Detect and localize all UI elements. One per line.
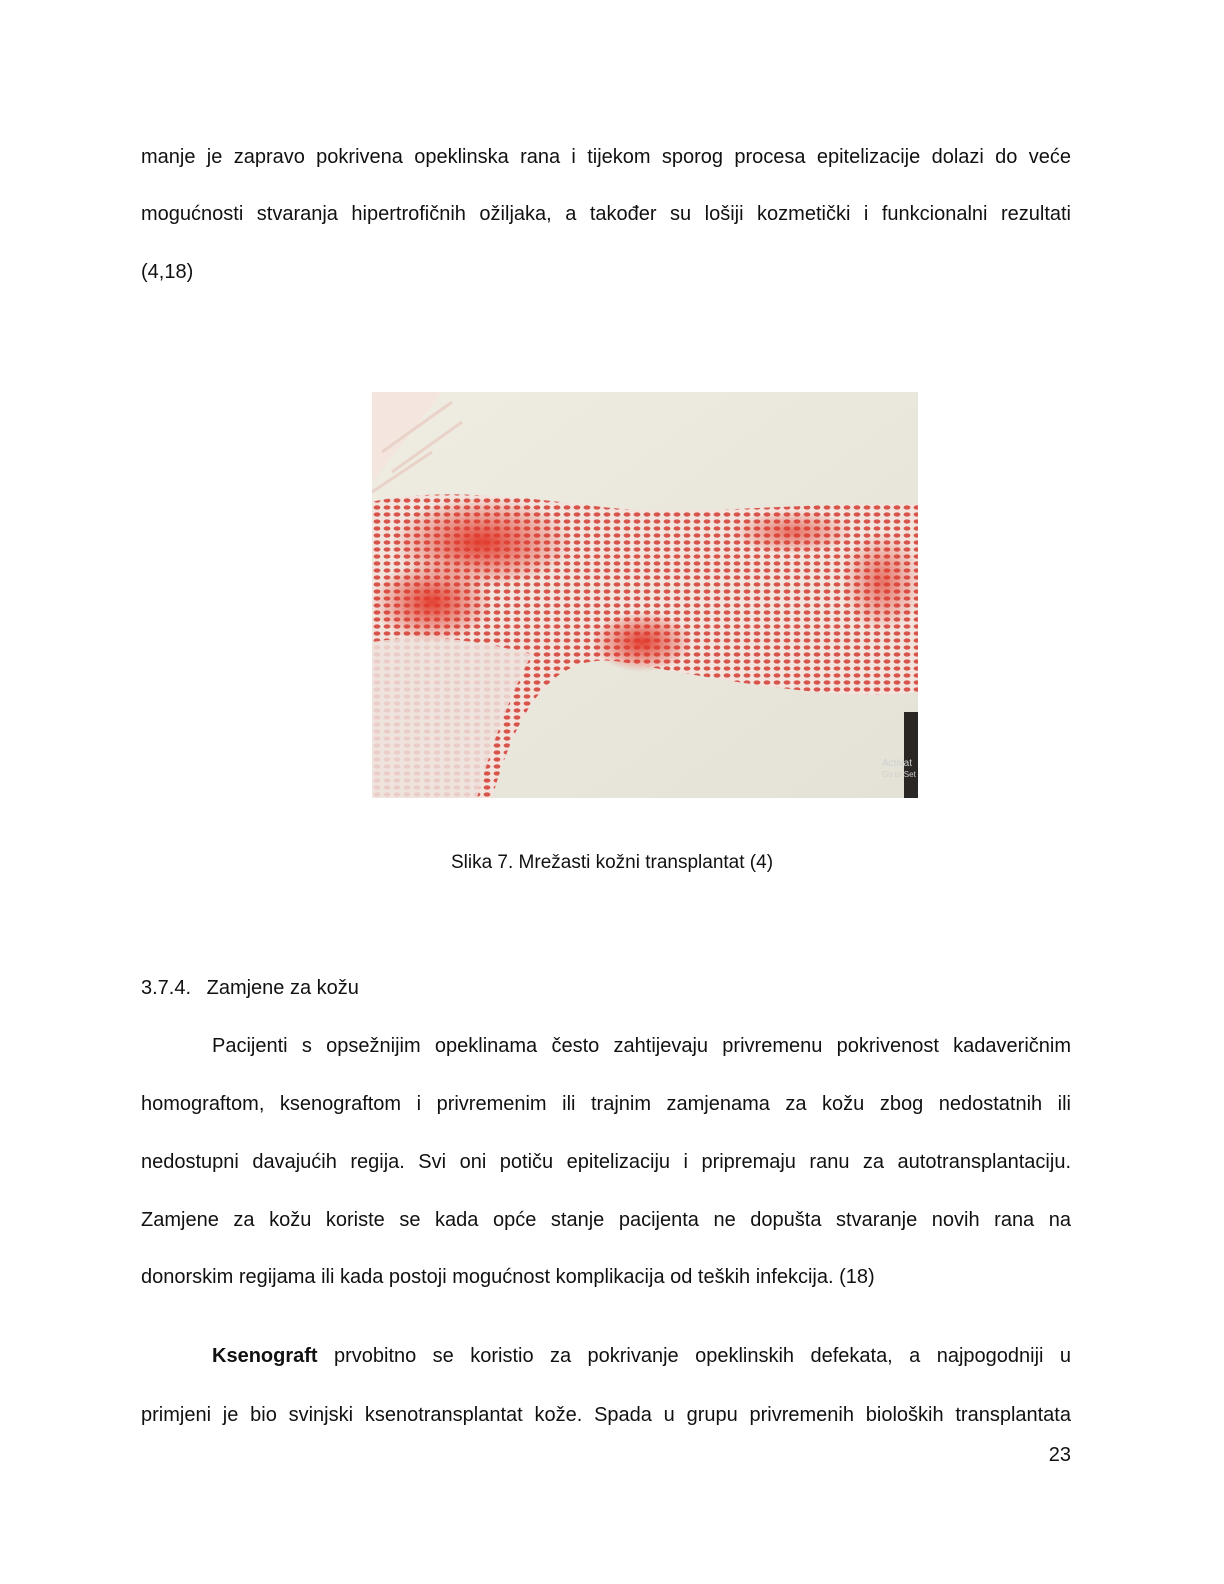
bold-term: Ksenograft — [212, 1345, 318, 1367]
body-text-line: Pacijenti s opsežnijim opeklinama često zahtijevaju privremenu pokrivenost kadaveričnim — [212, 1035, 1071, 1057]
section-title: Zamjene za kožu — [206, 977, 359, 999]
section-heading — [141, 974, 359, 1002]
section-number: 3.7.4. — [141, 977, 192, 999]
body-text-line: Zamjene za kožu koriste se kada opće stanje pacijenta ne dopušta stvaranje novih rana na — [141, 1209, 1071, 1231]
body-text-line: donorskim regijama ili kada postoji mogućnost komplikacija od teških infekcija. (18) — [141, 1266, 875, 1288]
body-text-line: homograftom, ksenograftom i privremenim ili trajnim zamjenama za kožu zbog nedostatnih ili — [141, 1093, 1071, 1115]
body-text-span: prvobitno se koristio za pokrivanje opeklinskih defekata, a najpogodniji u — [317, 1345, 1071, 1367]
page-number: 23 — [1048, 1444, 1071, 1466]
body-text-line: primjeni je bio svinjski ksenotransplantat kože. Spada u grupu privremenih bioloških transplantata — [141, 1404, 1071, 1426]
figure-caption: Slika 7. Mrežasti kožni transplantat (4) — [450, 852, 774, 873]
body-text-line: manje je zapravo pokrivena opeklinska rana i tijekom sporog procesa epitelizacije dolazi do veće — [141, 146, 1071, 168]
figure-meshed-skin-graft-photo — [372, 392, 918, 798]
body-text-line — [212, 1342, 1071, 1370]
body-text-line: (4,18) — [141, 261, 194, 283]
body-text-line: mogućnosti stvaranja hipertrofičnih ožiljaka, a također su lošiji kozmetički i funkcionalni rezultati — [141, 203, 1071, 225]
watermark-line2: Go to Set — [882, 770, 916, 779]
watermark-line1: Activat — [882, 758, 913, 769]
body-text-line: nedostupni davajućih regija. Svi oni potiču epitelizaciju i pripremaju ranu za autotransplantaciju. — [141, 1151, 1071, 1173]
